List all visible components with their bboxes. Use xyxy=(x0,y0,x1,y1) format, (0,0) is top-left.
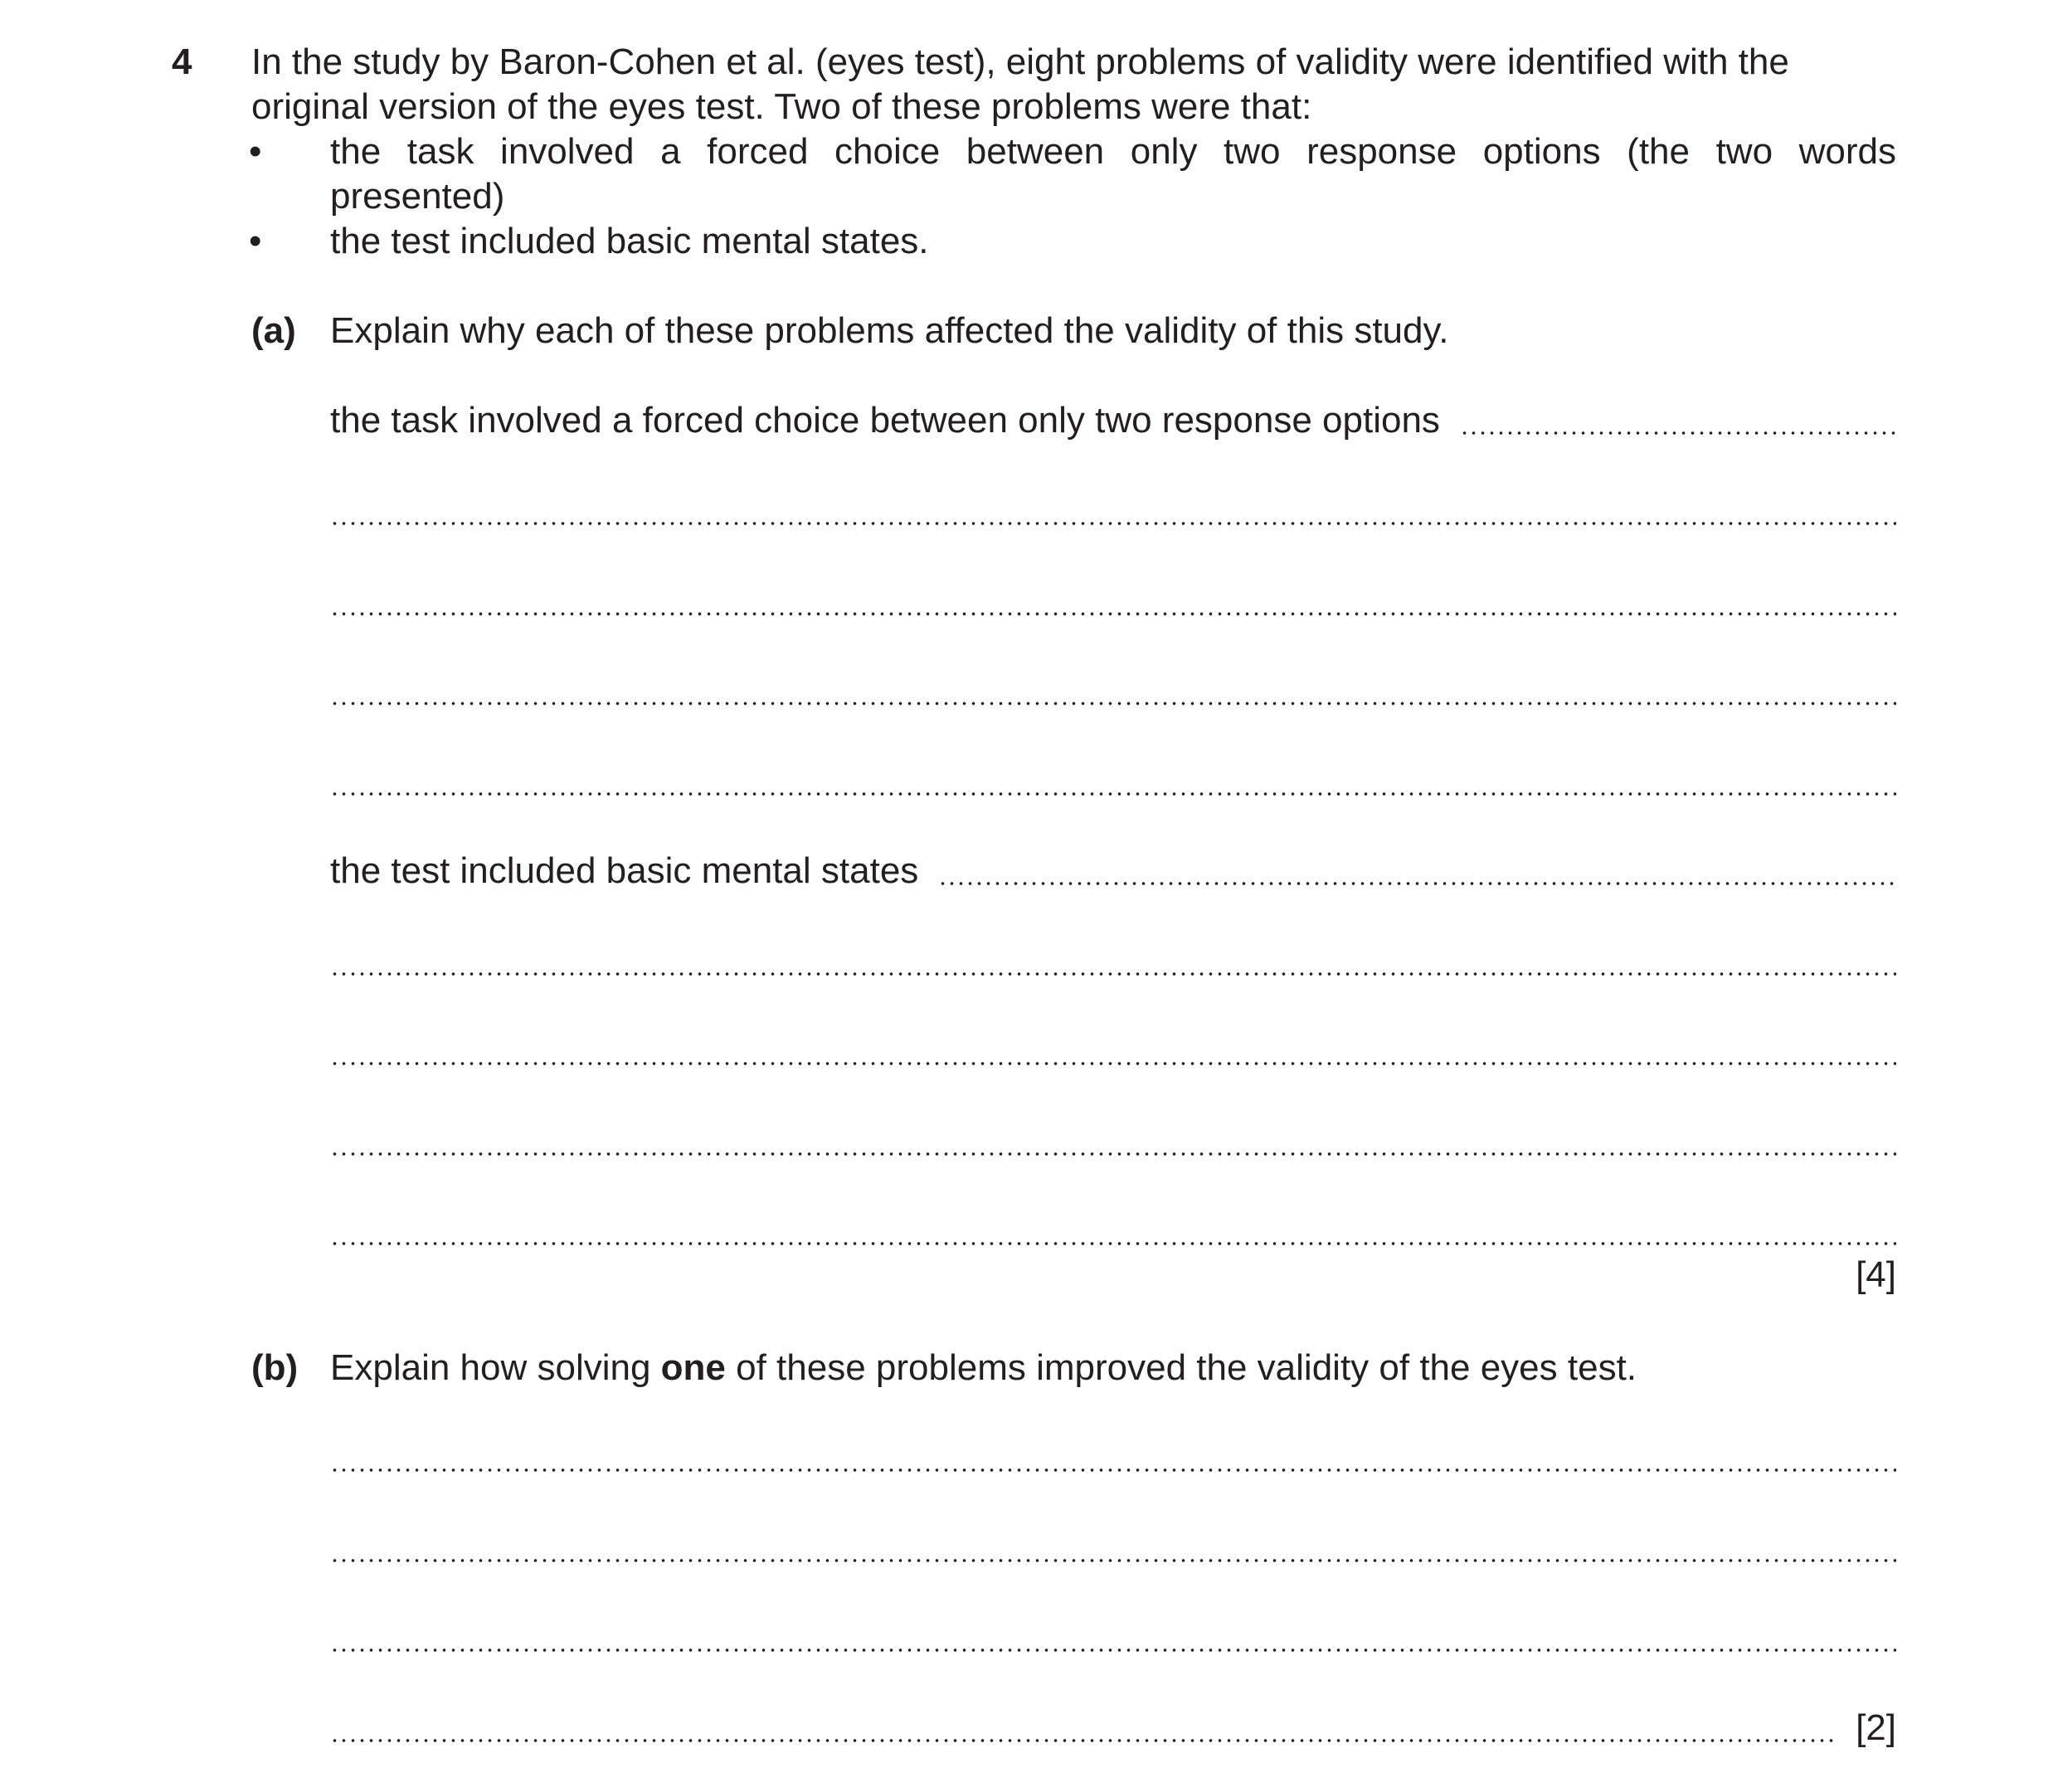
bullet-item-1-line-1: the task involved a forced choice between only two response options (the two words xyxy=(330,131,1896,172)
part-b-label: (b) xyxy=(251,1347,299,1388)
bullet-item-1-line-2: presented) xyxy=(330,176,505,217)
part-a-marks: [4] xyxy=(1856,1254,1896,1295)
part-b-prompt xyxy=(330,1346,1637,1390)
part-a-answer-line-8[interactable] xyxy=(330,1029,1896,1074)
answer-dotted-line xyxy=(330,972,1896,976)
answer-dotted-line xyxy=(330,1152,1896,1156)
answer-dotted-line xyxy=(1460,431,1896,435)
part-a-answer-line-10[interactable] xyxy=(330,1209,1896,1254)
part-a-answer-line-4[interactable] xyxy=(330,669,1896,713)
part-a-answer-line-6[interactable] xyxy=(330,849,1896,894)
part-a-answer-line-3[interactable] xyxy=(330,579,1896,624)
answer-dotted-line xyxy=(330,522,1896,525)
part-a-problem-1-lead: the task involved a forced choice between only two response options xyxy=(330,400,1440,441)
part-a-answer-line-1[interactable] xyxy=(330,398,1896,443)
answer-dotted-line xyxy=(330,1062,1896,1065)
bullet-item-2: the test included basic mental states. xyxy=(330,221,929,261)
answer-dotted-line xyxy=(330,1648,1896,1652)
question-number: 4 xyxy=(172,41,192,82)
question-stem-line-2: original version of the eyes test. Two of these problems were that: xyxy=(251,86,1312,127)
part-a-prompt: Explain why each of these problems affected the validity of this study. xyxy=(330,310,1449,351)
part-b-answer-line-1[interactable] xyxy=(330,1435,1896,1480)
answer-dotted-line xyxy=(330,792,1896,796)
part-a-answer-line-2[interactable] xyxy=(330,489,1896,533)
answer-dotted-line xyxy=(330,612,1896,616)
answer-dotted-line xyxy=(330,702,1896,705)
part-b-prompt-emphasis: one xyxy=(660,1347,726,1388)
answer-dotted-line xyxy=(330,1242,1896,1245)
part-b-answer-line-4[interactable] xyxy=(330,1706,1896,1751)
part-a-answer-line-5[interactable] xyxy=(330,759,1896,804)
part-b-prompt-end: of these problems improved the validity of the eyes test. xyxy=(725,1347,1637,1388)
part-a-problem-2-lead: the test included basic mental states xyxy=(330,850,919,891)
part-b-answer-line-3[interactable] xyxy=(330,1615,1896,1660)
part-a-label: (a) xyxy=(251,310,296,351)
part-b-answer-line-2[interactable] xyxy=(330,1526,1896,1570)
question-stem xyxy=(251,40,1896,129)
answer-dotted-line xyxy=(330,1739,1834,1742)
part-a-answer-line-9[interactable] xyxy=(330,1119,1896,1164)
answer-dotted-line xyxy=(330,1468,1896,1472)
bullet-item-1 xyxy=(330,129,1896,219)
part-a-answer-line-7[interactable] xyxy=(330,939,1896,984)
answer-dotted-line xyxy=(938,882,1896,885)
bullet-marker-1: • xyxy=(249,131,262,172)
answer-dotted-line xyxy=(330,1559,1896,1562)
bullet-marker-2: • xyxy=(249,221,262,261)
question-stem-line-1: In the study by Baron-Cohen et al. (eyes test), eight problems of validity were identified with the xyxy=(251,41,1789,82)
part-b-marks: [2] xyxy=(1856,1707,1896,1748)
part-b-prompt-start: Explain how solving xyxy=(330,1347,661,1388)
